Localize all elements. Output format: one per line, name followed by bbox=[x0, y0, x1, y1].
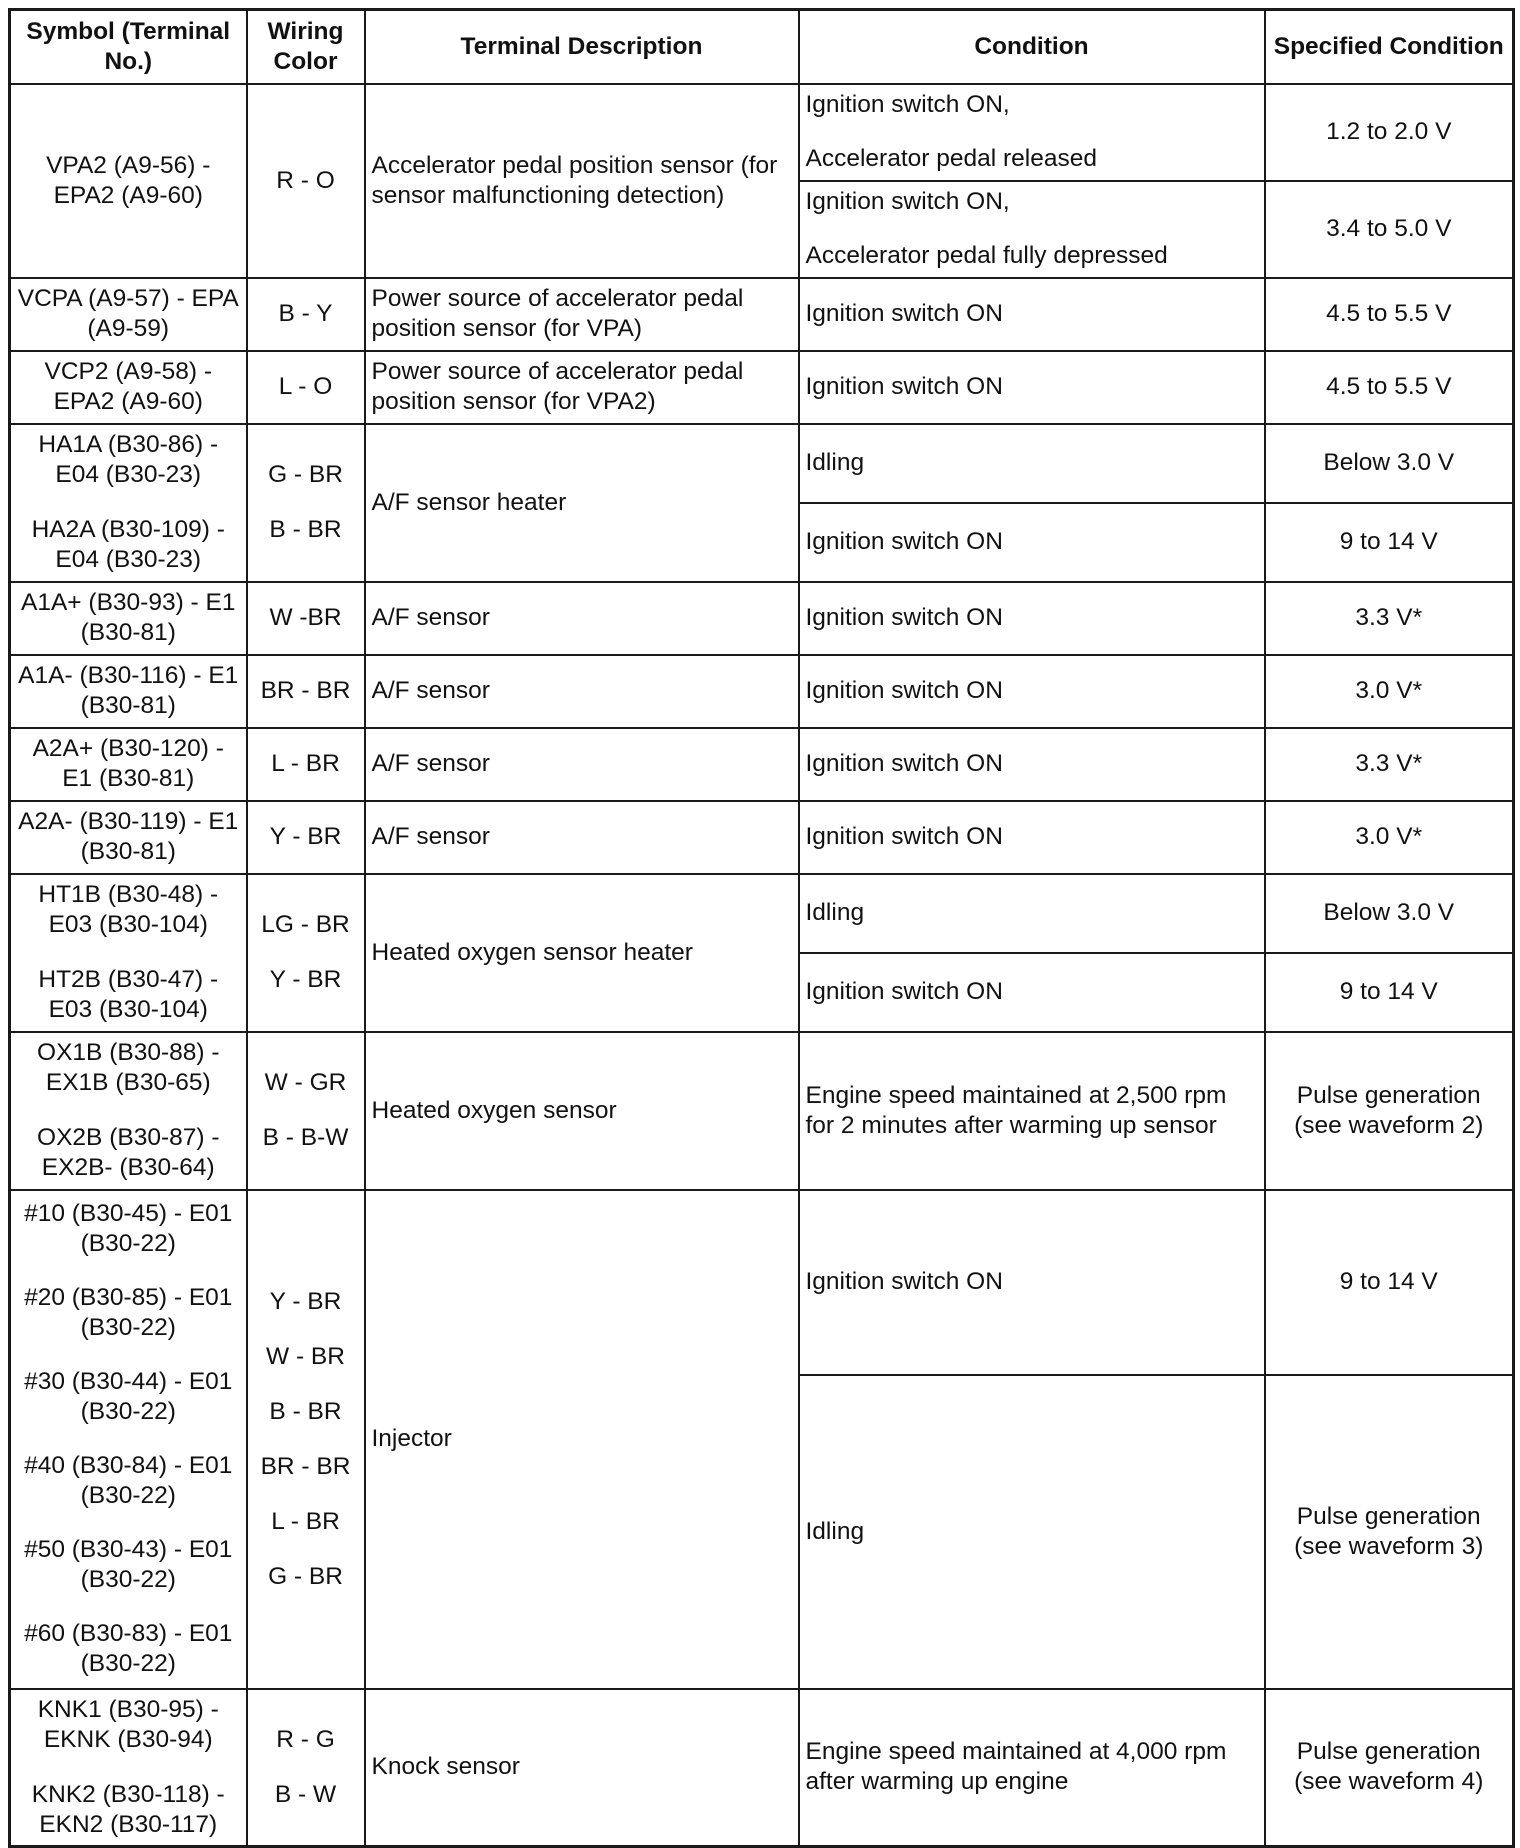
symbol-entry: OX1B (B30-88) - EX1B (B30-65) bbox=[37, 1039, 220, 1096]
symbol-cell bbox=[10, 874, 247, 1032]
symbol-entry: #10 (B30-45) - E01 (B30-22) bbox=[24, 1200, 233, 1257]
header-condition: Condition bbox=[799, 10, 1265, 84]
table-row bbox=[10, 278, 1514, 351]
condition-cell: Ignition switch ON bbox=[799, 655, 1265, 728]
wiring-entry: G - BR bbox=[268, 1562, 343, 1590]
symbol-entry: HT2B (B30-47) - E03 (B30-104) bbox=[38, 966, 219, 1023]
condition-line: Accelerator pedal fully depressed bbox=[805, 242, 1168, 269]
spec-cell: Pulse generation (see waveform 3) bbox=[1265, 1375, 1514, 1689]
wiring-cell: R - O bbox=[247, 84, 365, 278]
symbol-cell: A1A- (B30-116) - E1 (B30-81) bbox=[10, 655, 247, 728]
wiring-entry: B - BR bbox=[269, 516, 342, 543]
description-cell: Heated oxygen sensor bbox=[365, 1032, 799, 1190]
spec-cell: 9 to 14 V bbox=[1265, 1190, 1514, 1375]
wiring-entry: W - BR bbox=[266, 1342, 345, 1370]
spec-cell: Below 3.0 V bbox=[1265, 874, 1514, 953]
symbol-entry: HA2A (B30-109) - E04 (B30-23) bbox=[31, 516, 225, 573]
symbol-cell bbox=[10, 1190, 247, 1689]
condition-line: Accelerator pedal released bbox=[805, 145, 1097, 172]
condition-cell: Ignition switch ON bbox=[799, 728, 1265, 801]
condition-cell: Engine speed maintained at 2,500 rpm for 2 minutes after warming up sensor bbox=[799, 1032, 1265, 1190]
symbol-cell: VCPA (A9-57) - EPA (A9-59) bbox=[10, 278, 247, 351]
spec-cell: 4.5 to 5.5 V bbox=[1265, 351, 1514, 424]
condition-cell: Ignition switch ON bbox=[799, 278, 1265, 351]
spec-cell: 1.2 to 2.0 V bbox=[1265, 84, 1514, 181]
header-wiring-color: Wiring Color bbox=[247, 10, 365, 84]
wiring-cell bbox=[247, 874, 365, 1032]
condition-cell: Ignition switch ON bbox=[799, 1190, 1265, 1375]
symbol-entry: KNK2 (B30-118) - EKN2 (B30-117) bbox=[31, 1780, 225, 1838]
description-cell: A/F sensor heater bbox=[365, 424, 799, 582]
symbol-cell bbox=[10, 1689, 247, 1847]
header-terminal-description: Terminal Description bbox=[365, 10, 799, 84]
wiring-cell bbox=[247, 424, 365, 582]
table-row bbox=[10, 351, 1514, 424]
wiring-entry: B - BR bbox=[269, 1397, 342, 1425]
wiring-cell: BR - BR bbox=[247, 655, 365, 728]
description-cell: Injector bbox=[365, 1190, 799, 1689]
spec-cell: 3.0 V* bbox=[1265, 655, 1514, 728]
table-row bbox=[10, 728, 1514, 801]
symbol-cell: A2A- (B30-119) - E1 (B30-81) bbox=[10, 801, 247, 874]
condition-cell: Ignition switch ON bbox=[799, 801, 1265, 874]
wiring-entry: BR - BR bbox=[260, 1452, 351, 1480]
spec-cell: 3.3 V* bbox=[1265, 728, 1514, 801]
spec-cell: 9 to 14 V bbox=[1265, 503, 1514, 582]
table-header-row bbox=[10, 10, 1514, 84]
description-cell: A/F sensor bbox=[365, 728, 799, 801]
spec-cell: Pulse generation (see waveform 4) bbox=[1265, 1689, 1514, 1847]
symbol-cell: A2A+ (B30-120) - E1 (B30-81) bbox=[10, 728, 247, 801]
symbol-entry: #40 (B30-84) - E01 (B30-22) bbox=[24, 1452, 233, 1509]
wiring-cell bbox=[247, 1689, 365, 1847]
wiring-cell: L - BR bbox=[247, 728, 365, 801]
wiring-entry: R - G bbox=[276, 1725, 335, 1753]
table-row bbox=[10, 1689, 1514, 1847]
symbol-entry: HA1A (B30-86) - E04 (B30-23) bbox=[38, 431, 219, 488]
wiring-cell bbox=[247, 1032, 365, 1190]
table-row bbox=[10, 874, 1514, 953]
symbol-entry: KNK1 (B30-95) - EKNK (B30-94) bbox=[37, 1695, 219, 1753]
wiring-entry: W - GR bbox=[264, 1069, 347, 1096]
symbol-cell: VPA2 (A9-56) - EPA2 (A9-60) bbox=[10, 84, 247, 278]
symbol-entry: #50 (B30-43) - E01 (B30-22) bbox=[24, 1536, 233, 1593]
condition-line: Ignition switch ON, bbox=[805, 188, 1010, 215]
condition-cell: Engine speed maintained at 4,000 rpm after warming up engine bbox=[799, 1689, 1265, 1847]
description-cell: A/F sensor bbox=[365, 801, 799, 874]
wiring-cell: W -BR bbox=[247, 582, 365, 655]
wiring-entry: L - BR bbox=[271, 1507, 340, 1535]
table-row bbox=[10, 1032, 1514, 1190]
wiring-entry: B - B-W bbox=[262, 1124, 349, 1151]
description-cell: A/F sensor bbox=[365, 655, 799, 728]
header-specified-condition: Specified Condition bbox=[1265, 10, 1514, 84]
symbol-entry: OX2B (B30-87) - EX2B- (B30-64) bbox=[37, 1124, 220, 1181]
condition-cell bbox=[799, 181, 1265, 278]
condition-cell: Ignition switch ON bbox=[799, 582, 1265, 655]
symbol-entry: #30 (B30-44) - E01 (B30-22) bbox=[24, 1368, 233, 1425]
condition-cell: Ignition switch ON bbox=[799, 953, 1265, 1032]
terminal-table bbox=[8, 8, 1515, 1848]
symbol-cell: A1A+ (B30-93) - E1 (B30-81) bbox=[10, 582, 247, 655]
condition-cell: Idling bbox=[799, 424, 1265, 503]
description-cell: Power source of accelerator pedal position sensor (for VPA2) bbox=[365, 351, 799, 424]
table-row bbox=[10, 84, 1514, 181]
spec-cell: 3.4 to 5.0 V bbox=[1265, 181, 1514, 278]
spec-cell: 4.5 to 5.5 V bbox=[1265, 278, 1514, 351]
description-cell: A/F sensor bbox=[365, 582, 799, 655]
symbol-entry: #20 (B30-85) - E01 (B30-22) bbox=[24, 1284, 233, 1341]
table-row bbox=[10, 801, 1514, 874]
symbol-cell bbox=[10, 424, 247, 582]
symbol-entry: HT1B (B30-48) - E03 (B30-104) bbox=[38, 881, 219, 938]
condition-cell bbox=[799, 84, 1265, 181]
wiring-entry: Y - BR bbox=[269, 1287, 342, 1315]
condition-cell: Ignition switch ON bbox=[799, 351, 1265, 424]
symbol-entry: #60 (B30-83) - E01 (B30-22) bbox=[24, 1620, 233, 1677]
spec-cell: Below 3.0 V bbox=[1265, 424, 1514, 503]
wiring-entry: B - W bbox=[274, 1780, 337, 1808]
header-symbol: Symbol (Terminal No.) bbox=[10, 10, 247, 84]
table-row bbox=[10, 655, 1514, 728]
description-cell: Power source of accelerator pedal position sensor (for VPA) bbox=[365, 278, 799, 351]
wiring-cell: L - O bbox=[247, 351, 365, 424]
condition-cell: Idling bbox=[799, 874, 1265, 953]
spec-cell: Pulse generation (see waveform 2) bbox=[1265, 1032, 1514, 1190]
wiring-entry: G - BR bbox=[268, 461, 343, 488]
spec-cell: 3.0 V* bbox=[1265, 801, 1514, 874]
spec-cell: 3.3 V* bbox=[1265, 582, 1514, 655]
description-cell: Accelerator pedal position sensor (for sensor malfunctioning detection) bbox=[365, 84, 799, 278]
description-cell: Knock sensor bbox=[365, 1689, 799, 1847]
description-cell: Heated oxygen sensor heater bbox=[365, 874, 799, 1032]
wiring-cell: Y - BR bbox=[247, 801, 365, 874]
wiring-entry: LG - BR bbox=[261, 911, 350, 938]
condition-cell: Ignition switch ON bbox=[799, 503, 1265, 582]
table-row bbox=[10, 582, 1514, 655]
table-row bbox=[10, 1190, 1514, 1375]
spec-cell: 9 to 14 V bbox=[1265, 953, 1514, 1032]
wiring-cell: B - Y bbox=[247, 278, 365, 351]
wiring-cell bbox=[247, 1190, 365, 1689]
condition-cell: Idling bbox=[799, 1375, 1265, 1689]
condition-line: Ignition switch ON, bbox=[805, 91, 1010, 118]
symbol-cell: VCP2 (A9-58) - EPA2 (A9-60) bbox=[10, 351, 247, 424]
wiring-entry: Y - BR bbox=[269, 966, 342, 993]
table-row bbox=[10, 424, 1514, 503]
symbol-cell bbox=[10, 1032, 247, 1190]
